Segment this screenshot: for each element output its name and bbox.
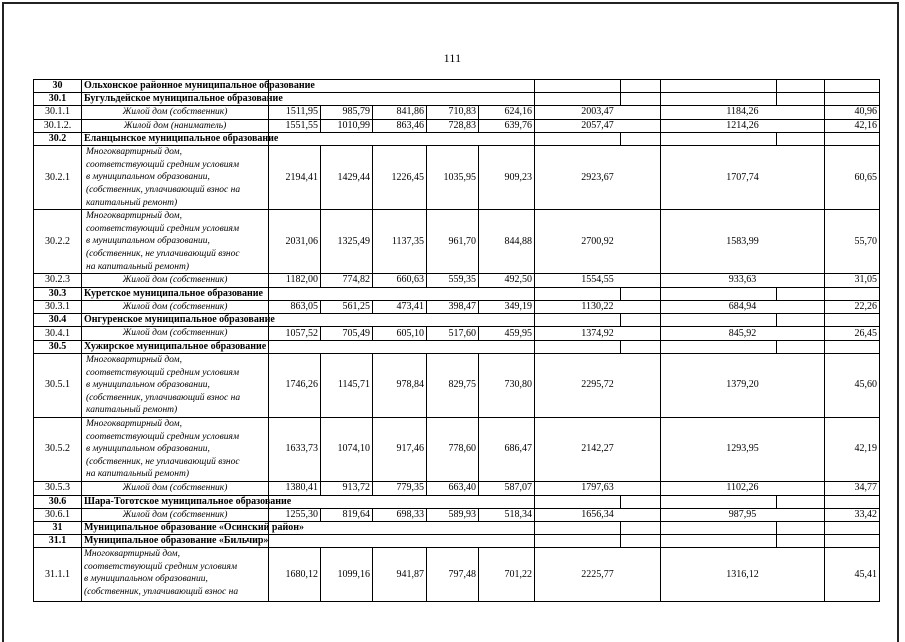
value-cell-8: 40,96	[825, 106, 880, 120]
housing-type: Жилой дом (собственник)	[82, 481, 269, 495]
value-cell-6: 1130,22	[535, 300, 661, 314]
section-title: Хужирское муниципальное образование	[82, 340, 269, 353]
value-cell-2: 819,64	[321, 508, 373, 522]
value-cell-2: 774,82	[321, 274, 373, 288]
row-code: 30.2	[34, 133, 82, 146]
value-cell-4: 589,93	[427, 508, 479, 522]
group-empty-cell-e	[777, 495, 825, 508]
housing-type-line: капитальный ремонт)	[86, 197, 178, 208]
group-empty-cell-c	[621, 133, 661, 146]
housing-type-line: соответствующий средним условиям	[86, 223, 240, 234]
table-row	[34, 417, 880, 481]
section-title: Муниципальное образование «Бильчир»	[82, 535, 269, 548]
housing-type-line: соответствующий средним условиям	[86, 159, 240, 170]
section-header-row	[34, 535, 880, 548]
group-empty-cells-a	[269, 133, 535, 146]
row-code: 30.3.1	[34, 300, 82, 314]
group-empty-cell-f	[825, 522, 880, 535]
group-empty-cell-d	[661, 522, 777, 535]
value-cell-1: 1255,30	[269, 508, 321, 522]
section-header-row	[34, 80, 880, 93]
group-empty-cell-e	[777, 314, 825, 327]
value-cell-6: 1554,55	[535, 274, 661, 288]
table-row	[34, 274, 880, 288]
table-row	[34, 481, 880, 495]
value-cell-3: 698,33	[373, 508, 427, 522]
housing-type-line: Многоквартирный дом,	[84, 549, 180, 560]
row-code: 30.2.3	[34, 274, 82, 288]
value-cell-1: 1633,73	[269, 417, 321, 481]
value-cell-2: 1429,44	[321, 146, 373, 210]
group-empty-cell-e	[777, 287, 825, 300]
group-empty-cell-d	[661, 535, 777, 548]
row-code: 30.4	[34, 314, 82, 327]
value-cell-2: 985,79	[321, 106, 373, 120]
value-cell-3: 779,35	[373, 481, 427, 495]
value-cell-4: 559,35	[427, 274, 479, 288]
value-cell-1: 1746,26	[269, 353, 321, 417]
housing-type-line: на капитальный ремонт)	[86, 469, 190, 480]
group-empty-cell-e	[777, 93, 825, 106]
value-cell-1: 2031,06	[269, 210, 321, 274]
group-empty-cells-a	[269, 314, 535, 327]
value-cell-5: 587,07	[479, 481, 535, 495]
group-empty-cell-c	[621, 535, 661, 548]
table-row	[34, 327, 880, 341]
value-cell-2: 1074,10	[321, 417, 373, 481]
page-number: 111	[443, 51, 462, 65]
group-empty-cell-c	[621, 340, 661, 353]
group-empty-cell-e	[777, 340, 825, 353]
value-cell-4: 517,60	[427, 327, 479, 341]
group-empty-cell-f	[825, 535, 880, 548]
group-empty-cells-a	[269, 522, 535, 535]
housing-type	[82, 417, 269, 481]
value-cell-4: 829,75	[427, 353, 479, 417]
group-empty-cell-f	[825, 80, 880, 93]
row-code: 30.6.1	[34, 508, 82, 522]
housing-type-line: (собственник, уплачивающий взнос на	[84, 586, 239, 597]
housing-type-line: в муниципальном образовании,	[84, 574, 208, 585]
value-cell-7: 684,94	[661, 300, 825, 314]
group-empty-cell-c	[621, 93, 661, 106]
group-empty-cell-c	[621, 80, 661, 93]
housing-type-line: (собственник, не уплачивающий взнос	[86, 456, 240, 467]
value-cell-3: 605,10	[373, 327, 427, 341]
group-empty-cells-a	[269, 535, 535, 548]
value-cell-7: 1293,95	[661, 417, 825, 481]
value-cell-1: 863,05	[269, 300, 321, 314]
section-header-row	[34, 522, 880, 535]
housing-type	[82, 146, 269, 210]
value-cell-1: 1057,52	[269, 327, 321, 341]
value-cell-6: 2003,47	[535, 106, 661, 120]
housing-type-line: Многоквартирный дом,	[86, 354, 182, 365]
row-code: 30.5.3	[34, 481, 82, 495]
housing-type-line: в муниципальном образовании,	[86, 172, 210, 183]
value-cell-6: 2700,92	[535, 210, 661, 274]
housing-type-line: на капитальный ремонт)	[86, 261, 190, 272]
value-cell-7: 845,92	[661, 327, 825, 341]
group-empty-cell-c	[621, 287, 661, 300]
section-header-row	[34, 340, 880, 353]
value-cell-8: 31,05	[825, 274, 880, 288]
value-cell-6: 2295,72	[535, 353, 661, 417]
group-empty-cell-b	[535, 535, 621, 548]
value-cell-8: 45,60	[825, 353, 880, 417]
section-header-row	[34, 133, 880, 146]
value-cell-6: 1656,34	[535, 508, 661, 522]
housing-type-line: соответствующий средним условиям	[84, 561, 238, 572]
value-cell-2: 561,25	[321, 300, 373, 314]
group-empty-cell-b	[535, 287, 621, 300]
section-title: Бугульдейское муниципальное образование	[82, 93, 269, 106]
value-cell-6: 1374,92	[535, 327, 661, 341]
housing-type-line: в муниципальном образовании,	[86, 444, 210, 455]
group-empty-cell-d	[661, 133, 777, 146]
group-empty-cell-d	[661, 80, 777, 93]
value-cell-4: 663,40	[427, 481, 479, 495]
group-empty-cell-e	[777, 535, 825, 548]
value-cell-5: 730,80	[479, 353, 535, 417]
row-code: 30.2.1	[34, 146, 82, 210]
value-cell-3: 978,84	[373, 353, 427, 417]
group-empty-cell-b	[535, 93, 621, 106]
housing-type: Жилой дом (собственник)	[82, 327, 269, 341]
group-empty-cell-b	[535, 522, 621, 535]
value-cell-8: 45,41	[825, 548, 880, 602]
table-row	[34, 146, 880, 210]
group-empty-cell-b	[535, 340, 621, 353]
value-cell-4: 961,70	[427, 210, 479, 274]
value-cell-5: 459,95	[479, 327, 535, 341]
value-cell-7: 1379,20	[661, 353, 825, 417]
table-row	[34, 106, 880, 120]
table-row	[34, 300, 880, 314]
table-row	[34, 119, 880, 133]
housing-type-line: (собственник, уплачивающий взнос на	[86, 184, 241, 195]
row-code: 30.6	[34, 495, 82, 508]
value-cell-7: 1316,12	[661, 548, 825, 602]
group-empty-cell-d	[661, 495, 777, 508]
value-cell-4: 728,83	[427, 119, 479, 133]
housing-type: Жилой дом (собственник)	[82, 508, 269, 522]
value-cell-4: 710,83	[427, 106, 479, 120]
value-cell-5: 844,88	[479, 210, 535, 274]
section-title: Еланцынское муниципальное образование	[82, 133, 269, 146]
housing-type-line: (собственник, уплачивающий взнос на	[86, 392, 241, 403]
value-cell-8: 26,45	[825, 327, 880, 341]
value-cell-6: 2142,27	[535, 417, 661, 481]
group-empty-cell-d	[661, 93, 777, 106]
value-cell-8: 60,65	[825, 146, 880, 210]
value-cell-8: 34,77	[825, 481, 880, 495]
value-cell-3: 660,63	[373, 274, 427, 288]
value-cell-7: 1184,26	[661, 106, 825, 120]
value-cell-7: 987,95	[661, 508, 825, 522]
group-empty-cells-a	[269, 93, 535, 106]
value-cell-3: 941,87	[373, 548, 427, 602]
row-code: 30.4.1	[34, 327, 82, 341]
group-empty-cell-d	[661, 287, 777, 300]
housing-type: Жилой дом (собственник)	[82, 300, 269, 314]
value-cell-5: 686,47	[479, 417, 535, 481]
row-code: 30.1.1	[34, 106, 82, 120]
table-row	[34, 548, 880, 602]
row-code: 30.5.1	[34, 353, 82, 417]
value-cell-6: 2225,77	[535, 548, 661, 602]
group-empty-cells-a	[269, 340, 535, 353]
table-body	[34, 80, 880, 602]
row-code: 31.1	[34, 535, 82, 548]
housing-type: Жилой дом (собственник)	[82, 274, 269, 288]
value-cell-4: 1035,95	[427, 146, 479, 210]
housing-type-line: в муниципальном образовании,	[86, 236, 210, 247]
value-cell-1: 1182,00	[269, 274, 321, 288]
group-empty-cell-f	[825, 495, 880, 508]
value-cell-7: 1583,99	[661, 210, 825, 274]
value-cell-5: 701,22	[479, 548, 535, 602]
group-empty-cell-f	[825, 314, 880, 327]
group-empty-cell-b	[535, 314, 621, 327]
value-cell-1: 1511,95	[269, 106, 321, 120]
housing-type-line: Многоквартирный дом,	[86, 147, 182, 158]
value-cell-6: 2923,67	[535, 146, 661, 210]
housing-type: Жилой дом (наниматель)	[82, 119, 269, 133]
value-cell-8: 22,26	[825, 300, 880, 314]
group-empty-cell-f	[825, 340, 880, 353]
group-empty-cells-a	[269, 287, 535, 300]
value-cell-1: 1551,55	[269, 119, 321, 133]
value-cell-5: 639,76	[479, 119, 535, 133]
housing-type	[82, 353, 269, 417]
group-empty-cell-f	[825, 287, 880, 300]
group-empty-cell-e	[777, 80, 825, 93]
housing-type-line: в муниципальном образовании,	[86, 380, 210, 391]
row-code: 30.5.2	[34, 417, 82, 481]
value-cell-2: 913,72	[321, 481, 373, 495]
housing-type-line: (собственник, не уплачивающий взнос	[86, 248, 240, 259]
value-cell-5: 909,23	[479, 146, 535, 210]
row-code: 31	[34, 522, 82, 535]
section-title: Шара-Тоготское муниципальное образование	[82, 495, 269, 508]
value-cell-5: 492,50	[479, 274, 535, 288]
section-title: Куретское муниципальное образование	[82, 287, 269, 300]
group-empty-cell-d	[661, 340, 777, 353]
value-cell-5: 518,34	[479, 508, 535, 522]
group-empty-cell-f	[825, 93, 880, 106]
value-cell-2: 1325,49	[321, 210, 373, 274]
group-empty-cell-b	[535, 495, 621, 508]
housing-type-line: Многоквартирный дом,	[86, 211, 182, 222]
row-code: 30.3	[34, 287, 82, 300]
value-cell-1: 1380,41	[269, 481, 321, 495]
value-cell-2: 705,49	[321, 327, 373, 341]
value-cell-2: 1010,99	[321, 119, 373, 133]
group-empty-cell-f	[825, 133, 880, 146]
value-cell-8: 42,19	[825, 417, 880, 481]
value-cell-3: 841,86	[373, 106, 427, 120]
housing-type-line: Многоквартирный дом,	[86, 418, 182, 429]
section-title: Онгуренское муниципальное образование	[82, 314, 269, 327]
row-code: 30.5	[34, 340, 82, 353]
housing-type: Жилой дом (собственник)	[82, 106, 269, 120]
group-empty-cells-a	[269, 495, 535, 508]
tariff-table	[33, 79, 880, 602]
value-cell-2: 1145,71	[321, 353, 373, 417]
section-title: Ольхонское районное муниципальное образование	[82, 80, 269, 93]
value-cell-7: 1214,26	[661, 119, 825, 133]
group-empty-cell-c	[621, 314, 661, 327]
value-cell-8: 55,70	[825, 210, 880, 274]
value-cell-3: 1226,45	[373, 146, 427, 210]
row-code: 31.1.1	[34, 548, 82, 602]
value-cell-4: 797,48	[427, 548, 479, 602]
group-empty-cell-b	[535, 133, 621, 146]
housing-type-line: соответствующий средним условиям	[86, 431, 240, 442]
group-empty-cell-b	[535, 80, 621, 93]
value-cell-7: 933,63	[661, 274, 825, 288]
value-cell-5: 624,16	[479, 106, 535, 120]
group-empty-cell-e	[777, 133, 825, 146]
table-row	[34, 508, 880, 522]
section-title: Муниципальное образование «Осинский район»	[82, 522, 269, 535]
value-cell-7: 1102,26	[661, 481, 825, 495]
value-cell-7: 1707,74	[661, 146, 825, 210]
row-code: 30.1.2.	[34, 119, 82, 133]
section-header-row	[34, 287, 880, 300]
housing-type-line: соответствующий средним условиям	[86, 367, 240, 378]
value-cell-3: 473,41	[373, 300, 427, 314]
group-empty-cell-d	[661, 314, 777, 327]
section-header-row	[34, 93, 880, 106]
value-cell-8: 42,16	[825, 119, 880, 133]
group-empty-cell-c	[621, 495, 661, 508]
value-cell-3: 1137,35	[373, 210, 427, 274]
value-cell-5: 349,19	[479, 300, 535, 314]
row-code: 30.1	[34, 93, 82, 106]
housing-type	[82, 210, 269, 274]
row-code: 30.2.2	[34, 210, 82, 274]
value-cell-4: 398,47	[427, 300, 479, 314]
value-cell-3: 917,46	[373, 417, 427, 481]
value-cell-4: 778,60	[427, 417, 479, 481]
value-cell-6: 1797,63	[535, 481, 661, 495]
housing-type	[82, 548, 269, 602]
section-header-row	[34, 495, 880, 508]
table-row	[34, 210, 880, 274]
row-code: 30	[34, 80, 82, 93]
table-row	[34, 353, 880, 417]
group-empty-cell-e	[777, 522, 825, 535]
value-cell-6: 2057,47	[535, 119, 661, 133]
value-cell-3: 863,46	[373, 119, 427, 133]
housing-type-line: капитальный ремонт)	[86, 405, 178, 416]
section-header-row	[34, 314, 880, 327]
value-cell-2: 1099,16	[321, 548, 373, 602]
value-cell-1: 2194,41	[269, 146, 321, 210]
value-cell-1: 1680,12	[269, 548, 321, 602]
group-empty-cell-c	[621, 522, 661, 535]
value-cell-8: 33,42	[825, 508, 880, 522]
